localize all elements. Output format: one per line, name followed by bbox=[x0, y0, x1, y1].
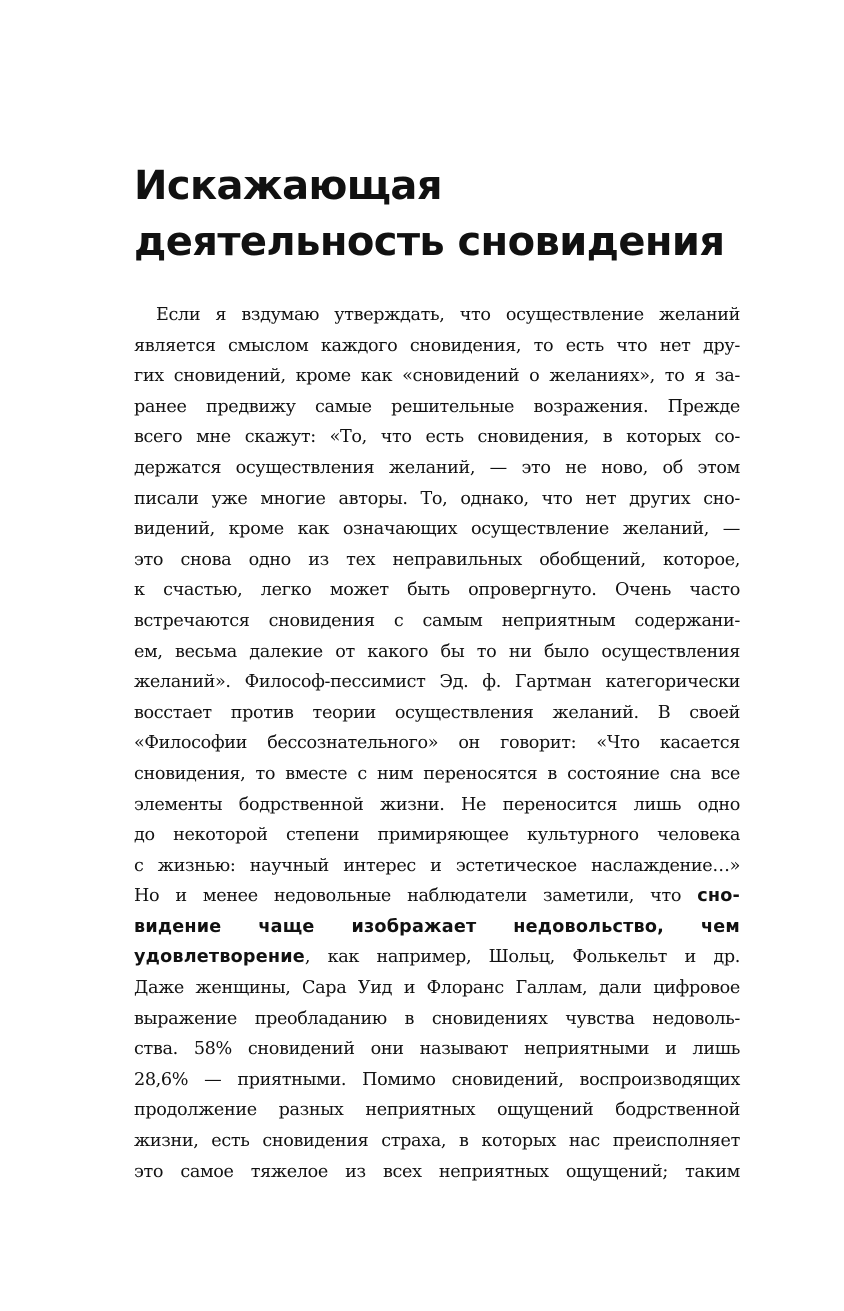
text-line: ранее предвижу самые решительные возражения. Прежде bbox=[134, 396, 740, 417]
text-line-bold bbox=[134, 912, 740, 943]
text-line-mixed bbox=[134, 881, 740, 912]
text-line: к счастью, легко может быть опровергнуто. Очень часто bbox=[134, 580, 740, 601]
text-line: до некоторой степени примиряющее культурного человека bbox=[134, 825, 740, 846]
text-line: элементы бодрственной жизни. Не переносится лишь одно bbox=[134, 794, 740, 815]
text-line: желаний». Философ-пессимист Эд. ф. Гартман категорически bbox=[134, 672, 740, 693]
text-line: гих сновидений, кроме как «сновидений о желаниях», то я за- bbox=[134, 366, 740, 387]
chapter-title-line-2: деятельность сновидения bbox=[134, 219, 725, 265]
body-paragraph bbox=[134, 300, 740, 1187]
text-line: ства. 58% сновидений они называют неприятными и лишь bbox=[134, 1039, 740, 1060]
text-line: выражение преобладанию в сновидениях чувства недоволь- bbox=[134, 1008, 740, 1029]
text-segment: , как например, Шольц, Фолькельт и др. bbox=[304, 947, 740, 968]
text-line: это самое тяжелое из всех неприятных ощущений; таким bbox=[134, 1161, 740, 1182]
text-line: видений, кроме как означающих осуществление желаний, — bbox=[134, 519, 740, 540]
text-line: Если я вздумаю утверждать, что осуществление желаний bbox=[156, 305, 740, 325]
text-line: писали уже многие авторы. То, однако, что нет других сно- bbox=[134, 488, 740, 509]
text-line: продолжение разных неприятных ощущений бодрственной bbox=[134, 1100, 740, 1121]
text-line: всего мне скажут: «То, что есть сновидения, в которых со- bbox=[134, 427, 740, 448]
text-line: встречаются сновидения с самым неприятным содержани- bbox=[134, 610, 740, 631]
text-line: «Философии бессознательного» он говорит: «Что касается bbox=[134, 733, 740, 754]
chapter-title-line-1: Искажающая bbox=[134, 163, 442, 209]
text-line: это снова одно из тех неправильных обобщений, которое, bbox=[134, 549, 740, 570]
text-line: ем, весьма далекие от какого бы то ни было осуществления bbox=[134, 641, 740, 662]
text-line: Даже женщины, Сара Уид и Флоранс Галлам, дали цифровое bbox=[134, 978, 740, 999]
text-line: является смыслом каждого сновидения, то есть что нет дру- bbox=[134, 335, 740, 356]
text-line-mixed bbox=[134, 942, 740, 973]
text-line: восстает против теории осуществления желаний. В своей bbox=[134, 702, 740, 723]
text-line: с жизнью: научный интерес и эстетическое наслаждение…» bbox=[134, 855, 740, 876]
text-line: сновидения, то вместе с ним переносятся в состояние сна все bbox=[134, 763, 740, 784]
bold-text-segment: видение чаще изображает недовольство, чем bbox=[134, 916, 740, 937]
bold-text-segment: сно- bbox=[697, 886, 740, 907]
text-line: жизни, есть сновидения страха, в которых нас преисполняет bbox=[134, 1131, 740, 1152]
chapter-title bbox=[134, 158, 774, 270]
bold-text-segment: удовлетворение bbox=[134, 947, 305, 968]
text-segment: Но и менее недовольные наблюдатели заметили, что bbox=[134, 886, 682, 907]
text-line: 28,6% — приятными. Помимо сновидений, воспроизводящих bbox=[134, 1069, 740, 1090]
text-line: держатся осуществления желаний, — это не ново, об этом bbox=[134, 457, 740, 478]
